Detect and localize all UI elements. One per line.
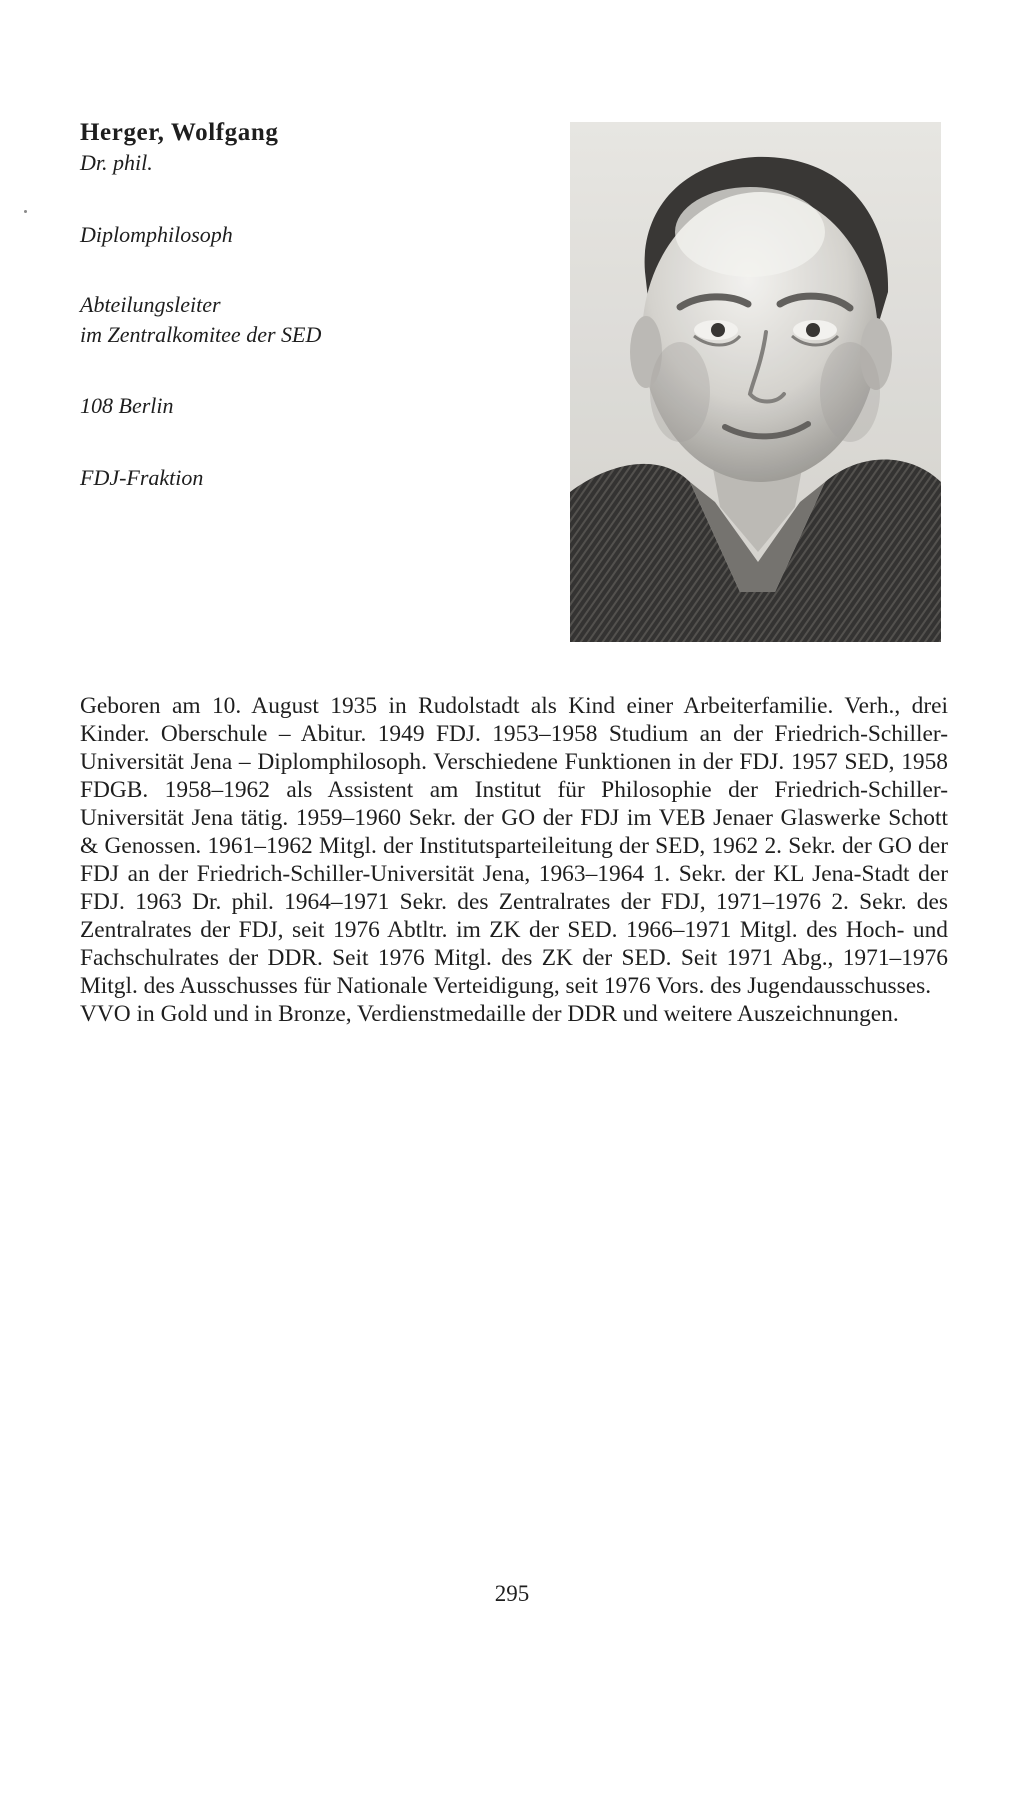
biography xyxy=(80,692,948,1028)
location: 108 Berlin xyxy=(80,393,174,418)
biography-paragraph-1: Geboren am 10. August 1935 in Rudolstadt als Kind einer Arbeiterfamilie. Verh., drei Kinder. Oberschule – Abitur. 1949 FDJ. 1953–1958 Studium an der Friedrich-Schiller-Universität Jena – Diplomphilosoph. Verschiedene Funktionen in der FDJ. 1957 SED, 1958 FDGB. 1958–1962 als Assistent am Institut für Philosophie der Friedrich-Schiller-Universität Jena tätig. 1959–1960 Sekr. der GO der FDJ im VEB Jenaer Glaswerke Schott & Genossen. 1961–1962 Mitgl. der Institutsparteileitung der SED, 1962 2. Sekr. der GO der FDJ an der Friedrich-Schiller-Universität Jena, 1963–1964 1. Sekr. der KL Jena-Stadt der FDJ. 1963 Dr. phil. 1964–1971 Sekr. des Zentralrates der FDJ, 1971–1976 2. Sekr. des Zentralrates der FDJ, seit 1976 Abtltr. im ZK der SED. 1966–1971 Mitgl. des Hoch- und Fachschulrates der DDR. Seit 1976 Mitgl. des ZK der SED. Seit 1971 Abg., 1971–1976 Mitgl. des Ausschusses für Nationale Verteidigung, seit 1976 Vors. des Jugendausschusses. xyxy=(80,693,948,999)
faction: FDJ-Fraktion xyxy=(80,465,204,490)
position-line-2: im Zentralkomitee der SED xyxy=(80,322,322,347)
biography-paragraph-2: VVO in Gold und in Bronze, Verdienstmedaille der DDR und weitere Auszeichnungen. xyxy=(80,1001,899,1027)
portrait-photo xyxy=(570,122,941,642)
position-line-1: Abteilungsleiter xyxy=(80,292,221,317)
academic-degree: Dr. phil. xyxy=(80,150,153,175)
person-name: Herger, Wolfgang xyxy=(80,119,279,146)
scan-speck xyxy=(24,210,27,213)
entry-header xyxy=(80,118,540,493)
profession: Diplomphilosoph xyxy=(80,222,233,247)
page-number: 295 xyxy=(494,1581,530,1606)
